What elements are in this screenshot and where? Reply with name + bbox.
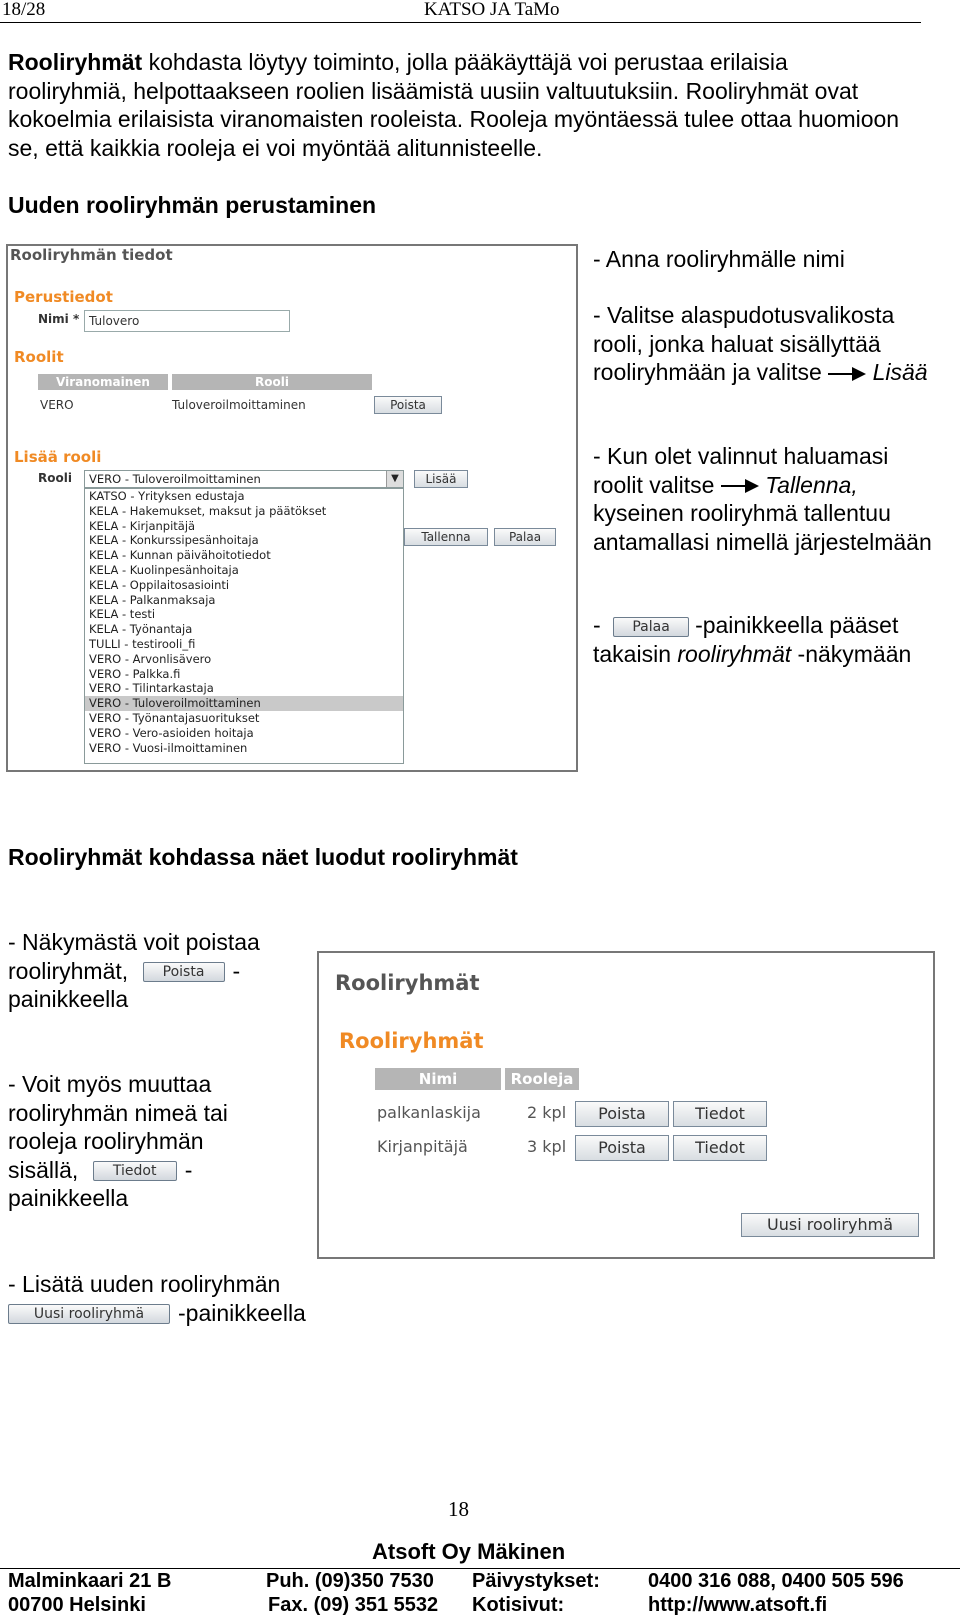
back-button-sample: Palaa: [613, 617, 689, 637]
instruction-new: [8, 1270, 338, 1327]
role-option[interactable]: VERO - Tilintarkastaja: [89, 681, 214, 696]
name-label: Nimi *: [38, 312, 80, 326]
role-option[interactable]: VERO - Arvonlisävero: [89, 651, 212, 666]
group-role-count: 3 kpl: [527, 1137, 567, 1156]
save-button[interactable]: Tallenna: [404, 528, 488, 546]
instruction-save-text: - Kun olet valinnut haluamasi roolit valitse: [593, 443, 889, 498]
role-option[interactable]: TULLI - testirooli_fi: [89, 636, 196, 651]
footer-support-value: 0400 316 088, 0400 505 596: [648, 1570, 904, 1592]
role-option[interactable]: VERO - Vero-asioiden hoitaja: [89, 725, 254, 740]
instruction-select-text: - Valitse alaspudotusvalikosta rooli, jonka haluat sisällyttää rooliryhmään ja valitse: [593, 302, 895, 385]
instruction-edit-end: - painikkeella: [8, 1156, 193, 1211]
footer-fax: Fax. (09) 351 5532: [268, 1594, 439, 1616]
instruction-edit: [8, 1070, 258, 1213]
footer-home-label: Kotisivut:: [472, 1594, 565, 1616]
role-group-form-screenshot: [6, 244, 578, 772]
footer-company: Atsoft Oy Mäkinen: [372, 1539, 566, 1564]
remove-button-sample: Poista: [143, 962, 225, 982]
instruction-save-rest: kyseinen rooliryhmä tallentuu antamallasi nimellä järjestelmään: [593, 500, 932, 555]
groups-title: Rooliryhmät: [335, 971, 480, 995]
instruction-back-dash: -: [593, 612, 601, 638]
footer-support-label: Päivystykset:: [472, 1570, 600, 1592]
row-role: Tuloveroilmoittaminen: [172, 398, 306, 412]
remove-group-button[interactable]: Poista: [575, 1101, 669, 1127]
instruction-back: [593, 611, 953, 668]
group-name: palkanlaskija: [377, 1103, 481, 1122]
intro-lead: Rooliryhmät: [8, 49, 143, 75]
chevron-down-icon[interactable]: ▼: [386, 471, 403, 487]
role-option[interactable]: KELA - Työnantaja: [89, 622, 193, 637]
page-number: 18: [448, 1497, 469, 1521]
intro-text: kohdasta löytyy toiminto, jolla pääkäyttäjä voi perustaa erilaisia rooliryhmiä, helpottaakseen roolien lisäämistä uusiin valtuutuksiin. Rooliryhmät ovat kokoelmia erilaisista viranomaisten rooleista. Rooleja myöntäessä tulee ottaa huomioon se, että kaikkia rooleja ei voi myöntää alitunnisteelle.: [8, 49, 900, 161]
instruction-select-role: [593, 301, 943, 387]
row-authority: VERO: [40, 398, 74, 412]
role-option[interactable]: KATSO - Yrityksen edustaja: [89, 489, 245, 503]
instruction-new-end: -painikkeella: [178, 1299, 306, 1326]
role-option[interactable]: KELA - Konkurssipesänhoitaja: [89, 533, 259, 548]
role-option[interactable]: KELA - testi: [89, 607, 156, 622]
role-select-value: VERO - Tuloveroilmoittaminen: [89, 472, 261, 486]
add-role-heading: Lisää rooli: [14, 448, 102, 466]
column-roles: Rooleja: [505, 1068, 579, 1090]
column-authority: Viranomainen: [38, 374, 168, 390]
instruction-save-emphasis: Tallenna,: [765, 471, 858, 498]
new-group-button[interactable]: Uusi rooliryhmä: [741, 1213, 919, 1237]
header-rule: [0, 22, 921, 23]
role-option[interactable]: KELA - Oppilaitosasiointi: [89, 577, 230, 592]
section2-heading: Rooliryhmät kohdassa näet luodut rooliryhmät: [8, 844, 518, 870]
instruction-remove-end: - painikkeella: [8, 957, 241, 1012]
role-option[interactable]: KELA - Hakemukset, maksut ja päätökset: [89, 503, 327, 518]
roles-heading: Roolit: [14, 348, 64, 366]
name-input[interactable]: Tulovero: [84, 310, 290, 332]
new-group-button-sample: Uusi rooliryhmä: [8, 1304, 170, 1324]
role-option[interactable]: VERO - Työnantajasuoritukset: [89, 710, 260, 725]
role-label: Rooli: [38, 471, 72, 485]
column-role: Rooli: [172, 374, 372, 390]
footer-rule: [0, 1568, 960, 1569]
footer-address2: 00700 Helsinki: [8, 1594, 146, 1616]
instruction-back-emphasis: rooliryhmät: [677, 640, 792, 667]
footer-home-link[interactable]: http://www.atsoft.fi: [648, 1594, 828, 1616]
basic-info-heading: Perustiedot: [14, 288, 113, 306]
instruction-back-end: -näkymään: [797, 640, 912, 667]
back-button[interactable]: Palaa: [494, 528, 556, 546]
group-role-count: 2 kpl: [527, 1103, 567, 1122]
instruction-back-text: -painikkeella pääset takaisin: [593, 612, 899, 667]
remove-role-button[interactable]: Poista: [374, 396, 442, 414]
details-button-sample: Tiedot: [93, 1161, 177, 1181]
role-option[interactable]: KELA - Kirjanpitäjä: [89, 518, 196, 533]
role-option[interactable]: VERO - Vuosi-ilmoittaminen: [89, 740, 248, 755]
group-details-button[interactable]: Tiedot: [673, 1135, 767, 1161]
remove-group-button[interactable]: Poista: [575, 1135, 669, 1161]
role-option[interactable]: VERO - Palkka.fi: [89, 666, 181, 681]
instruction-add-emphasis: Lisää: [872, 359, 928, 385]
group-name: Kirjanpitäjä: [377, 1137, 468, 1156]
instruction-new-text: - Lisätä uuden rooliryhmän: [8, 1271, 281, 1297]
form-title: Rooliryhmän tiedot: [10, 246, 173, 264]
groups-subtitle: Rooliryhmät: [339, 1029, 484, 1053]
arrow-right-icon: [721, 479, 759, 493]
add-button[interactable]: Lisää: [414, 470, 468, 488]
role-option[interactable]: KELA - Kunnan päivähoitotiedot: [89, 548, 271, 563]
role-option[interactable]: VERO - Tuloveroilmoittaminen: [85, 696, 403, 711]
page-counter: 18/28: [2, 0, 46, 20]
role-select[interactable]: [84, 470, 404, 488]
instruction-remove-text: - Näkymästä voit poistaa rooliryhmät,: [8, 929, 260, 984]
section1-heading: Uuden rooliryhmän perustaminen: [8, 192, 377, 218]
instruction-remove: [8, 928, 278, 1014]
role-option[interactable]: KELA - Kuolinpesänhoitaja: [89, 562, 239, 577]
role-options-list[interactable]: [84, 488, 404, 764]
footer-address1: Malminkaari 21 B: [8, 1570, 172, 1592]
footer-phone: Puh. (09)350 7530: [266, 1570, 434, 1592]
column-name: Nimi: [375, 1068, 501, 1090]
group-details-button[interactable]: Tiedot: [673, 1101, 767, 1127]
document-title: KATSO JA TaMo: [424, 0, 560, 20]
intro-paragraph: [8, 48, 908, 162]
role-option[interactable]: KELA - Palkanmaksaja: [89, 592, 216, 607]
instruction-name: - Anna rooliryhmälle nimi: [593, 246, 845, 272]
instruction-save: [593, 442, 943, 556]
arrow-right-icon: [828, 367, 866, 381]
role-groups-screenshot: [317, 951, 935, 1259]
instruction-edit-text: - Voit myös muuttaa rooliryhmän nimeä tai rooleja rooliryhmän sisällä,: [8, 1071, 228, 1183]
